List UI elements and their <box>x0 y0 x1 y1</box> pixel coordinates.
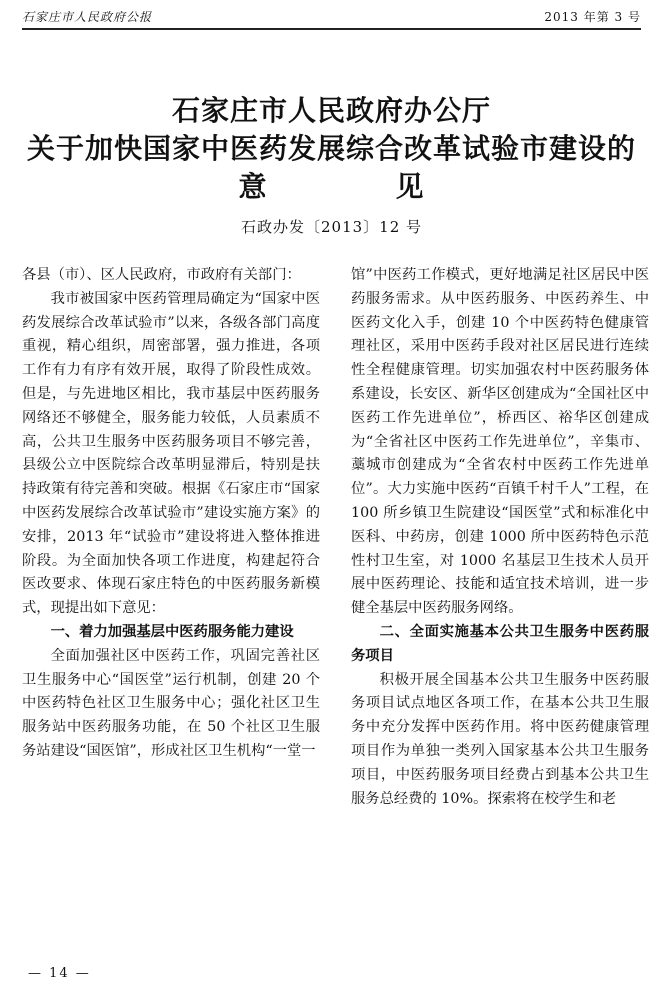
section-heading-2: 二、全面实施基本公共卫生服务中医药服务项目 <box>351 623 649 664</box>
intro-paragraph: 我市被国家中医药管理局确定为“国家中医药发展综合改革试验市”以来，各级各部门高度重视，精心组织，周密部署，强力推进，各项工作有力有序有效开展，取得了阶段性成效。但是，与先进地区相比，我市基层中医药服务网络还不够健全，服务能力较低，人员素质不高，公共卫生服务中医药服务项目不够完善，县级公立中医院综合改革明显滞后，特别是扶持政策有待完善和突破。根据《石家庄市“国家中医药发展综合改革试验市”建设实施方案》的安排，2013 年“试验市”建设将进入整体推进阶段。为全面加快各项工作进度，构建起符合医改要求、体现石家庄特色的中医药服务新模式，现提出如下意见： <box>22 290 320 617</box>
document-title <box>0 92 663 206</box>
title-char-jian: 见 <box>395 170 425 203</box>
salutation: 各县（市）、区人民政府，市政府有关部门： <box>22 267 301 283</box>
publication-name: 石家庄市人民政府公报 <box>22 10 153 24</box>
left-column <box>22 264 320 764</box>
issue-number: 2013 年第 3 号 <box>544 10 641 24</box>
title-line-3 <box>0 168 663 206</box>
title-line-1: 石家庄市人民政府办公厅 <box>171 94 491 127</box>
document-number: 石政办发〔2013〕12 号 <box>240 218 423 236</box>
title-char-yi: 意 <box>238 170 268 203</box>
title-line-2: 关于加快国家中医药发展综合改革试验市建设的 <box>26 132 636 165</box>
section-1-paragraph: 全面加强社区中医药工作，巩固完善社区卫生服务中心“国医堂”运行机制，创建 20 个中医药特色社区卫生服务中心；强化社区卫生服务站中医药服务功能，在 50 个社区卫生服务站建设“国医馆”，形成社区卫生机构“一堂一 <box>22 647 320 759</box>
section-heading-1: 一、着力加强基层中医药服务能力建设 <box>50 623 294 640</box>
section-2-paragraph: 积极开展全国基本公共卫生服务中医药服务项目试点地区各项工作，在基本公共卫生服务中充分发挥中医药作用。将中医药健康管理项目作为单独一类列入国家基本公共卫生服务项目，中医药服务项目经费占到基本公共卫生服务总经费的 10%。探索将在校学生和老 <box>351 671 649 807</box>
page-number: — 14 — <box>28 966 91 981</box>
running-header <box>22 8 641 30</box>
section-1-continuation: 馆”中医药工作模式，更好地满足社区居民中医药服务需求。从中医药服务、中医药养生、中医药文化入手，创建 10 个中医药特色健康管理社区，采用中医药手段对社区居民进行连续性全程健康管理。切实加强农村中医药服务体系建设，长安区、新华区创建成为“全国社区中医药工作先进单位”，桥西区、裕华区创建成为“全省社区中医药工作先进单位”，辛集市、藁城市创建成为“全省农村中医药工作先进单位”。大力实施中医药“百镇千村千人”工程，在 100 所乡镇卫生院建设“国医堂”式和标准化中医科、中药房，创建 1000 所中医药特色示范性村卫生室，对 1000 名基层卫生技术人员开展中医药理论、技能和适宜技术培训，进一步健全基层中医药服务网络。 <box>351 267 649 617</box>
right-column <box>351 264 649 811</box>
